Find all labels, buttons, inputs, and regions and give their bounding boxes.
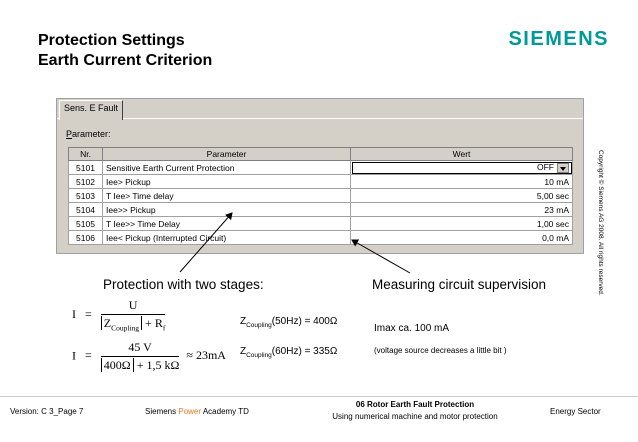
formula1-eq: =: [85, 306, 92, 321]
row-nr: 5101: [69, 161, 103, 175]
parameter-label-text: arameter:: [72, 129, 111, 139]
row-nr: 5105: [69, 217, 103, 231]
row-value[interactable]: 10 mA: [351, 175, 573, 189]
footer-course-sub: Using numerical machine and motor protection: [332, 412, 498, 421]
formula2-approx: ≈ 23mA: [186, 348, 226, 363]
formula-current-general: [72, 298, 165, 332]
row-parameter: Iee>> Pickup: [103, 203, 351, 217]
formula2-denominator: [101, 357, 180, 373]
row-value: OFF: [537, 162, 554, 173]
formula-current-numeric: [72, 340, 226, 373]
formula2-fraction: [101, 340, 180, 373]
z50-symbol: Z: [240, 316, 247, 327]
z50-sub: Coupling: [246, 322, 272, 329]
footer-sector: Energy Sector: [550, 407, 601, 416]
slide-title-line2: Earth Current Criterion: [38, 52, 213, 69]
footer-divider: [0, 396, 638, 397]
row-parameter: Iee< Pickup (Interrupted Circuit): [103, 231, 351, 245]
row-value[interactable]: 1,00 sec: [351, 217, 573, 231]
column-header-nr[interactable]: Nr.: [69, 148, 103, 161]
row-parameter: Sensitive Earth Current Protection: [103, 161, 351, 175]
formula1-z: Z: [103, 316, 112, 330]
footer-course-title: 06 Rotor Earth Fault Protection: [355, 400, 475, 409]
formula1-plus: +: [145, 316, 152, 330]
formula1-lhs: I: [72, 306, 76, 321]
footer-course: [300, 399, 530, 423]
z60-sub: Coupling: [246, 352, 272, 359]
column-header-parameter[interactable]: Parameter: [103, 148, 351, 161]
formula2-eq: =: [85, 348, 92, 363]
row-nr: 5103: [69, 189, 103, 203]
formula2-den2: + 1,5 kΩ: [136, 358, 180, 372]
formula1-fraction: [101, 298, 166, 332]
footer-academy: [145, 407, 249, 416]
formula1-r-sub: f: [162, 323, 166, 333]
siemens-logo: SIEMENS: [508, 28, 609, 50]
row-parameter: T Iee> Time delay: [103, 189, 351, 203]
voltage-source-note: (voltage source decreases a little bit ): [374, 346, 507, 355]
formula1-r: R: [154, 316, 163, 330]
footer-version: Version: C 3_Page 7: [10, 407, 84, 416]
row-nr: 5106: [69, 231, 103, 245]
footer-academy-power: Power: [178, 407, 202, 416]
arrow-to-stage-settings: [180, 213, 232, 272]
formula1-z-sub: Coupling: [111, 323, 140, 333]
arrow-to-interrupted-circuit: [352, 240, 410, 273]
formula2-lhs: I: [72, 348, 76, 363]
formula1-abs: [101, 316, 142, 333]
two-stage-heading: Protection with two stages:: [103, 277, 264, 292]
formula2-numerator: 45 V: [101, 340, 180, 357]
z60-text: (60Hz) = 335Ω: [271, 346, 338, 357]
formula1-denominator: [101, 315, 166, 332]
row-nr: 5104: [69, 203, 103, 217]
imax-note: Imax ca. 100 mA: [374, 323, 450, 334]
slide-title-line1: Protection Settings: [38, 32, 185, 49]
column-header-wert[interactable]: Wert: [351, 148, 573, 161]
row-value[interactable]: 5,00 sec: [351, 189, 573, 203]
impedance-60hz: [240, 346, 337, 359]
row-value[interactable]: 0,0 mA: [351, 231, 573, 245]
row-parameter: Iee> Pickup: [103, 175, 351, 189]
formula2-abs: 400Ω: [101, 358, 134, 372]
circuit-supervision-heading: Measuring circuit supervision: [372, 277, 547, 292]
parameter-label-mnemonic: P: [66, 129, 73, 139]
row-parameter: T Iee>> Time Delay: [103, 217, 351, 231]
footer-academy-pre: Siemens: [145, 407, 179, 416]
row-nr: 5102: [69, 175, 103, 189]
z50-text: (50Hz) = 400Ω: [271, 316, 338, 327]
footer-academy-post: Academy TD: [201, 407, 249, 416]
z60-symbol: Z: [240, 346, 247, 357]
tab-sens-e-fault[interactable]: Sens. E Fault: [59, 100, 123, 120]
formula1-numerator: U: [101, 298, 166, 315]
impedance-50hz: [240, 316, 337, 329]
row-value[interactable]: 23 mA: [351, 203, 573, 217]
copyright-notice: Copyright © Siemens AG 2008. All rights reserved.: [597, 150, 604, 296]
